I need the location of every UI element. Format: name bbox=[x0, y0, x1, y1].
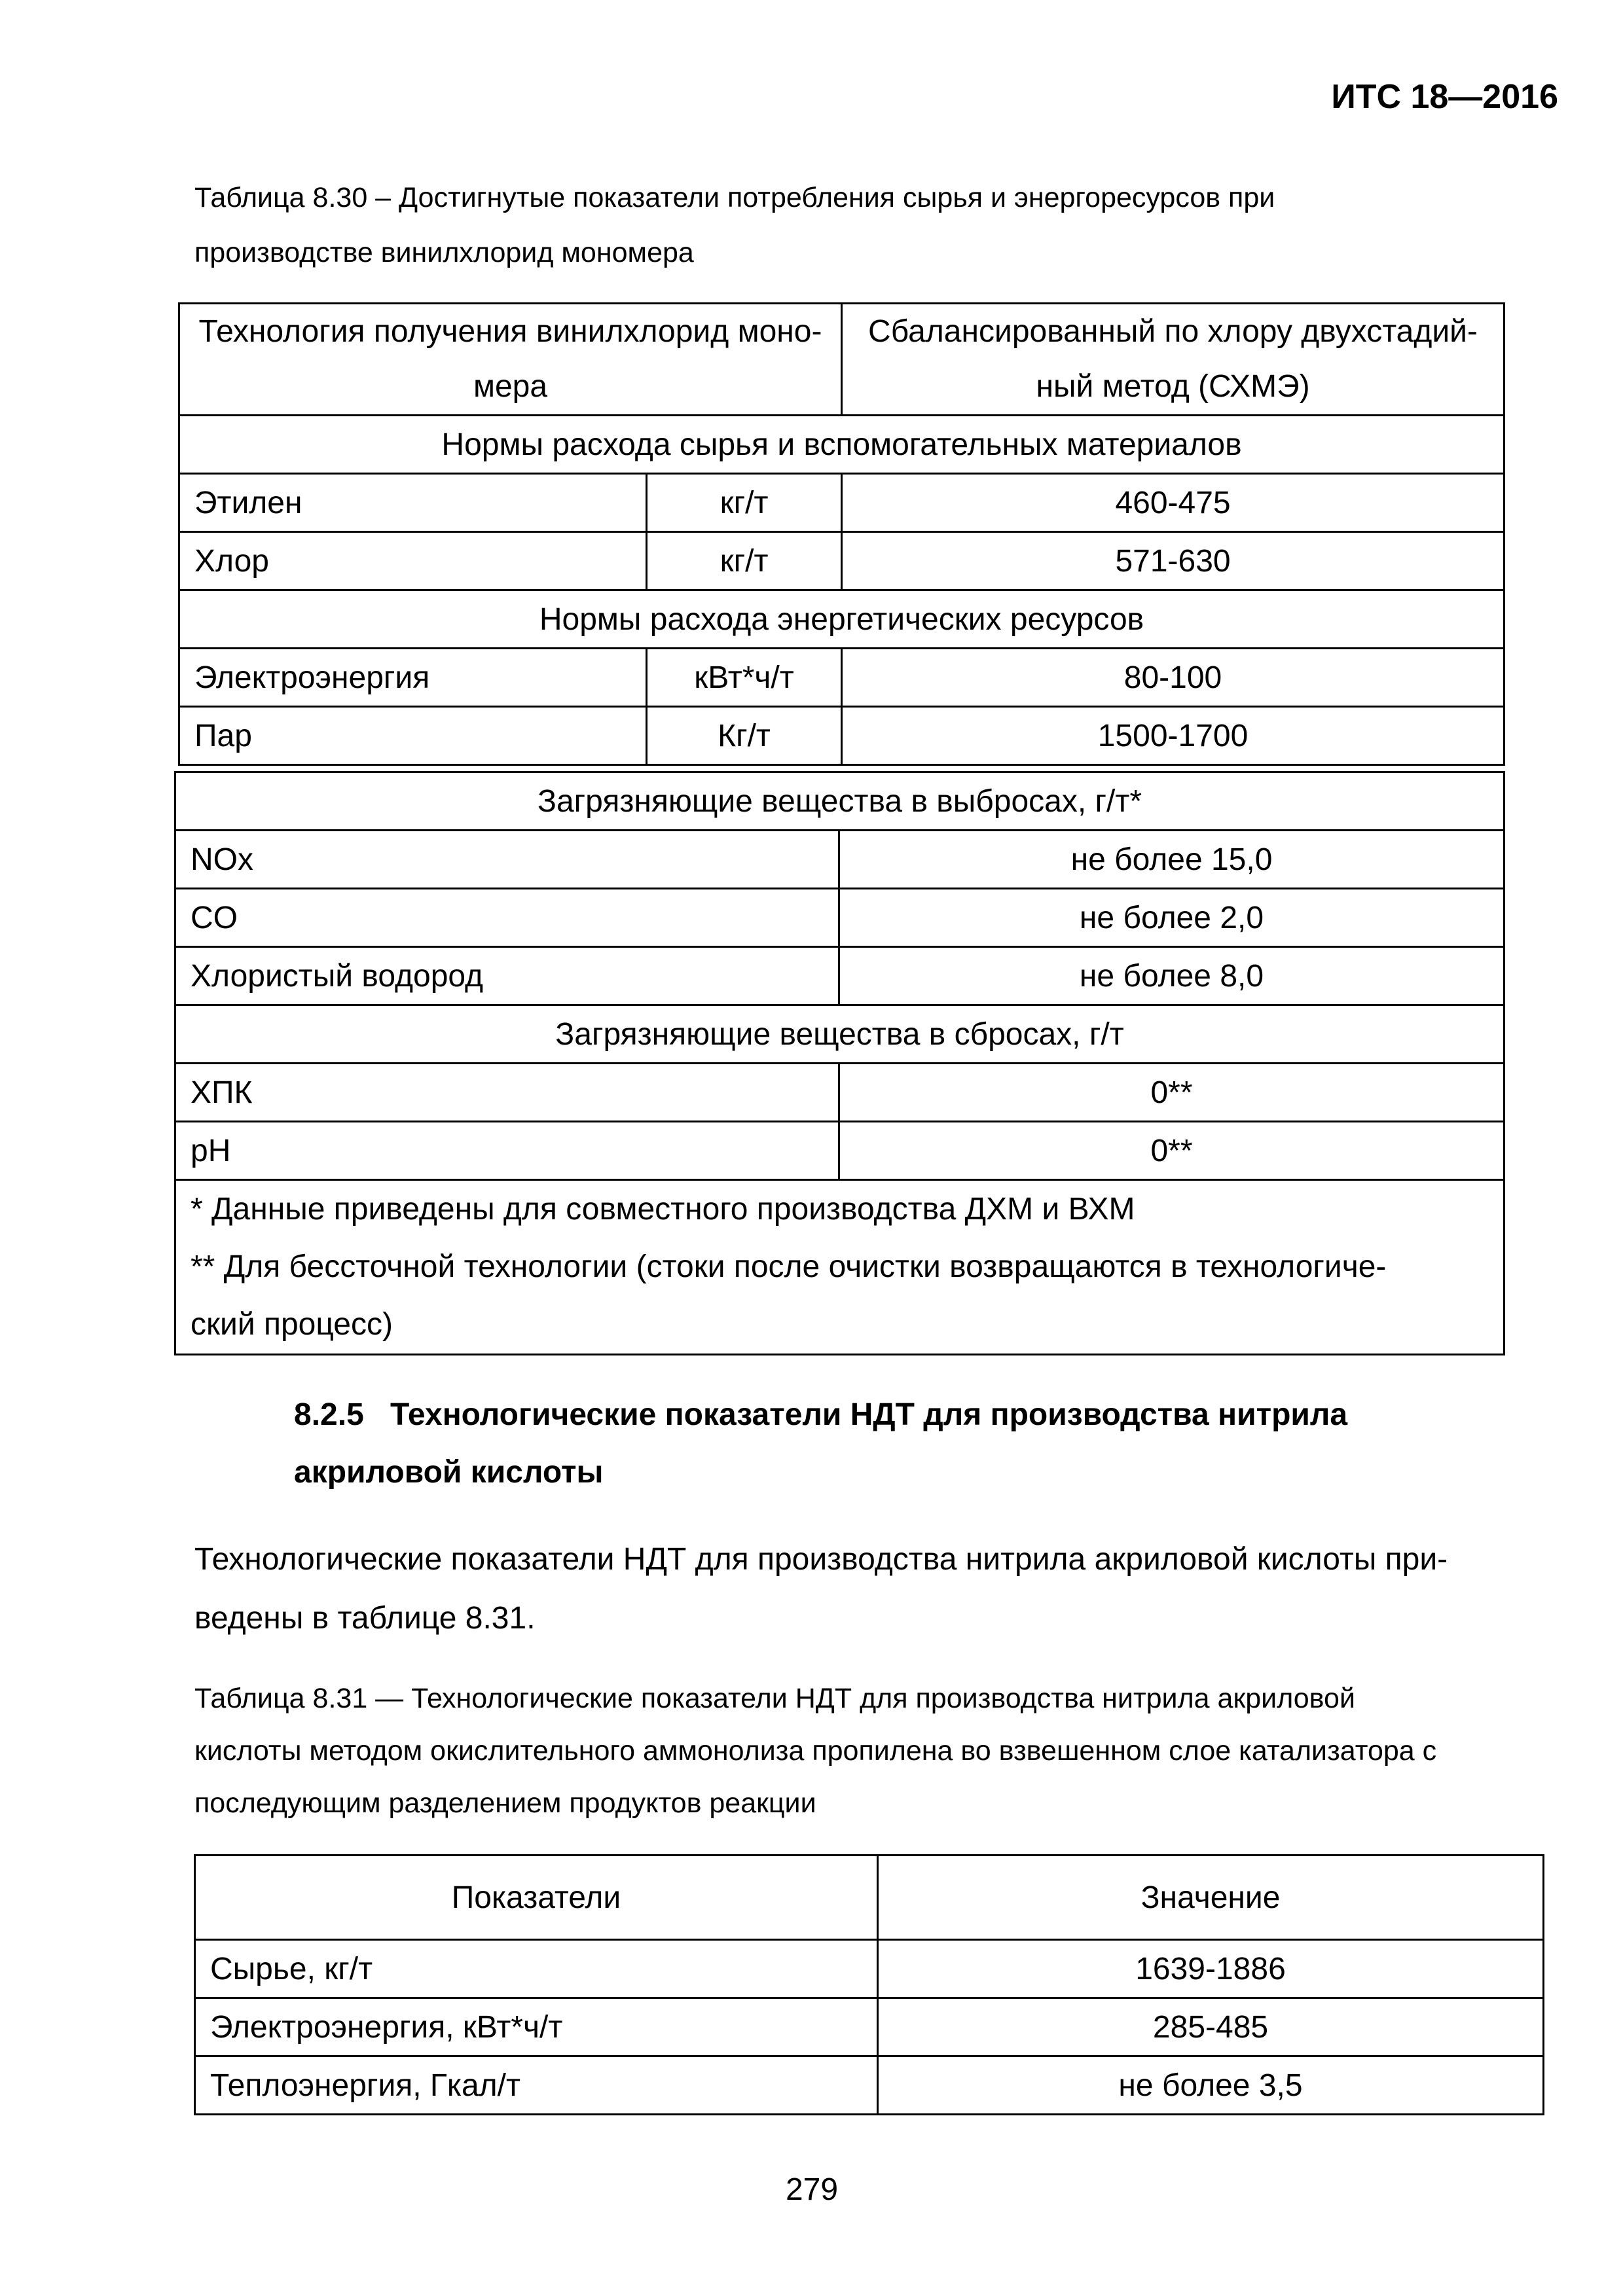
table-row bbox=[179, 707, 1504, 765]
section-row bbox=[179, 590, 1504, 649]
row-name: pH bbox=[175, 1122, 839, 1180]
table-row bbox=[195, 2056, 1544, 2115]
section-title: акриловой кислоты bbox=[294, 1455, 604, 1490]
caption-line: Таблица 8.31 — Технологические показатели НДТ для производства нитрила акриловой bbox=[194, 1683, 1355, 1714]
section-row bbox=[175, 772, 1504, 831]
section-raw-materials: Нормы расхода сырья и вспомогательных материалов bbox=[179, 416, 1504, 474]
page-number: 279 bbox=[785, 2172, 839, 2207]
row-value: 1639-1886 bbox=[878, 1940, 1544, 1998]
row-name: Электроэнергия, кВт*ч/т bbox=[195, 1998, 878, 2056]
table-8-30-upper bbox=[178, 302, 1505, 766]
row-value: не более 2,0 bbox=[839, 889, 1504, 947]
table-8-31-caption bbox=[194, 1672, 1537, 1829]
table-8-30-lower bbox=[174, 771, 1505, 1355]
table-row bbox=[179, 532, 1504, 590]
row-unit: Кг/т bbox=[647, 707, 842, 765]
header-value: Значение bbox=[878, 1856, 1544, 1940]
row-value: 0** bbox=[839, 1122, 1504, 1180]
section-heading bbox=[294, 1386, 1538, 1501]
row-value: 80-100 bbox=[842, 649, 1504, 707]
row-name: CO bbox=[175, 889, 839, 947]
section-row bbox=[179, 416, 1504, 474]
table-row bbox=[175, 889, 1504, 947]
footnote-row bbox=[175, 1180, 1504, 1355]
row-unit: кВт*ч/т bbox=[647, 649, 842, 707]
caption-line: производстве винилхлорид мономера bbox=[194, 237, 694, 268]
table-row bbox=[195, 1940, 1544, 1998]
row-unit: кг/т bbox=[647, 532, 842, 590]
row-name: Хлор bbox=[179, 532, 647, 590]
row-value: 0** bbox=[839, 1064, 1504, 1122]
section-number: 8.2.5 bbox=[294, 1397, 364, 1432]
table-header-row bbox=[195, 1856, 1544, 1940]
row-name: Хлористый водород bbox=[175, 947, 839, 1005]
section-energy: Нормы расхода энергетических ресурсов bbox=[179, 590, 1504, 649]
row-name: Этилен bbox=[179, 474, 647, 532]
footnote: ** Для бессточной технологии (стоки после очистки возвращаются в технологиче- bbox=[191, 1249, 1387, 1284]
row-name: Сырье, кг/т bbox=[195, 1940, 878, 1998]
row-value: 571-630 bbox=[842, 532, 1504, 590]
table-row bbox=[175, 831, 1504, 889]
row-unit: кг/т bbox=[647, 474, 842, 532]
table-row bbox=[175, 947, 1504, 1005]
row-value: 1500-1700 bbox=[842, 707, 1504, 765]
table-header-row bbox=[179, 304, 1504, 416]
table-8-31 bbox=[194, 1854, 1544, 2115]
row-name: ХПК bbox=[175, 1064, 839, 1122]
table-row bbox=[179, 649, 1504, 707]
row-name: NOx bbox=[175, 831, 839, 889]
row-value: не более 3,5 bbox=[878, 2056, 1544, 2115]
row-name: Пар bbox=[179, 707, 647, 765]
table-row bbox=[175, 1064, 1504, 1122]
row-value: не более 8,0 bbox=[839, 947, 1504, 1005]
footnote: ский процесс) bbox=[191, 1307, 393, 1342]
row-value: 285-485 bbox=[878, 1998, 1544, 2056]
section-emissions: Загрязняющие вещества в выбросах, г/т* bbox=[175, 772, 1504, 831]
row-name: Электроэнергия bbox=[179, 649, 647, 707]
body-paragraph: Технологические показатели НДТ для производства нитрила акриловой кислоты при- ведены в таблице 8.31. bbox=[194, 1542, 1448, 1636]
document-id-header: ИТС 18—2016 bbox=[1331, 78, 1558, 116]
table-row bbox=[179, 474, 1504, 532]
section-row bbox=[175, 1005, 1504, 1064]
row-value: не более 15,0 bbox=[839, 831, 1504, 889]
section-discharges: Загрязняющие вещества в сбросах, г/т bbox=[175, 1005, 1504, 1064]
caption-line: последующим разделением продуктов реакции bbox=[194, 1787, 816, 1819]
caption-line: кислоты методом окислительного аммонолиза пропилена во взвешенном слое катализатора с bbox=[194, 1735, 1437, 1767]
section-title: Технологические показатели НДТ для производства нитрила bbox=[390, 1397, 1348, 1432]
table-row bbox=[195, 1998, 1544, 2056]
caption-line: Таблица 8.30 – Достигнутые показатели потребления сырья и энергоресурсов при bbox=[194, 182, 1275, 213]
footnote: * Данные приведены для совместного производства ДХМ и ВХМ bbox=[191, 1192, 1135, 1227]
header-technology: Технология получения винилхлорид моно- мера bbox=[179, 304, 842, 416]
row-value: 460-475 bbox=[842, 474, 1504, 532]
table-row bbox=[175, 1122, 1504, 1180]
footnotes bbox=[175, 1180, 1504, 1355]
header-method: Сбалансированный по хлору двухстадий- ный метод (СХМЭ) bbox=[842, 304, 1504, 416]
table-8-30-caption bbox=[194, 170, 1537, 280]
row-name: Теплоэнергия, Гкал/т bbox=[195, 2056, 878, 2115]
header-indicator: Показатели bbox=[195, 1856, 878, 1940]
